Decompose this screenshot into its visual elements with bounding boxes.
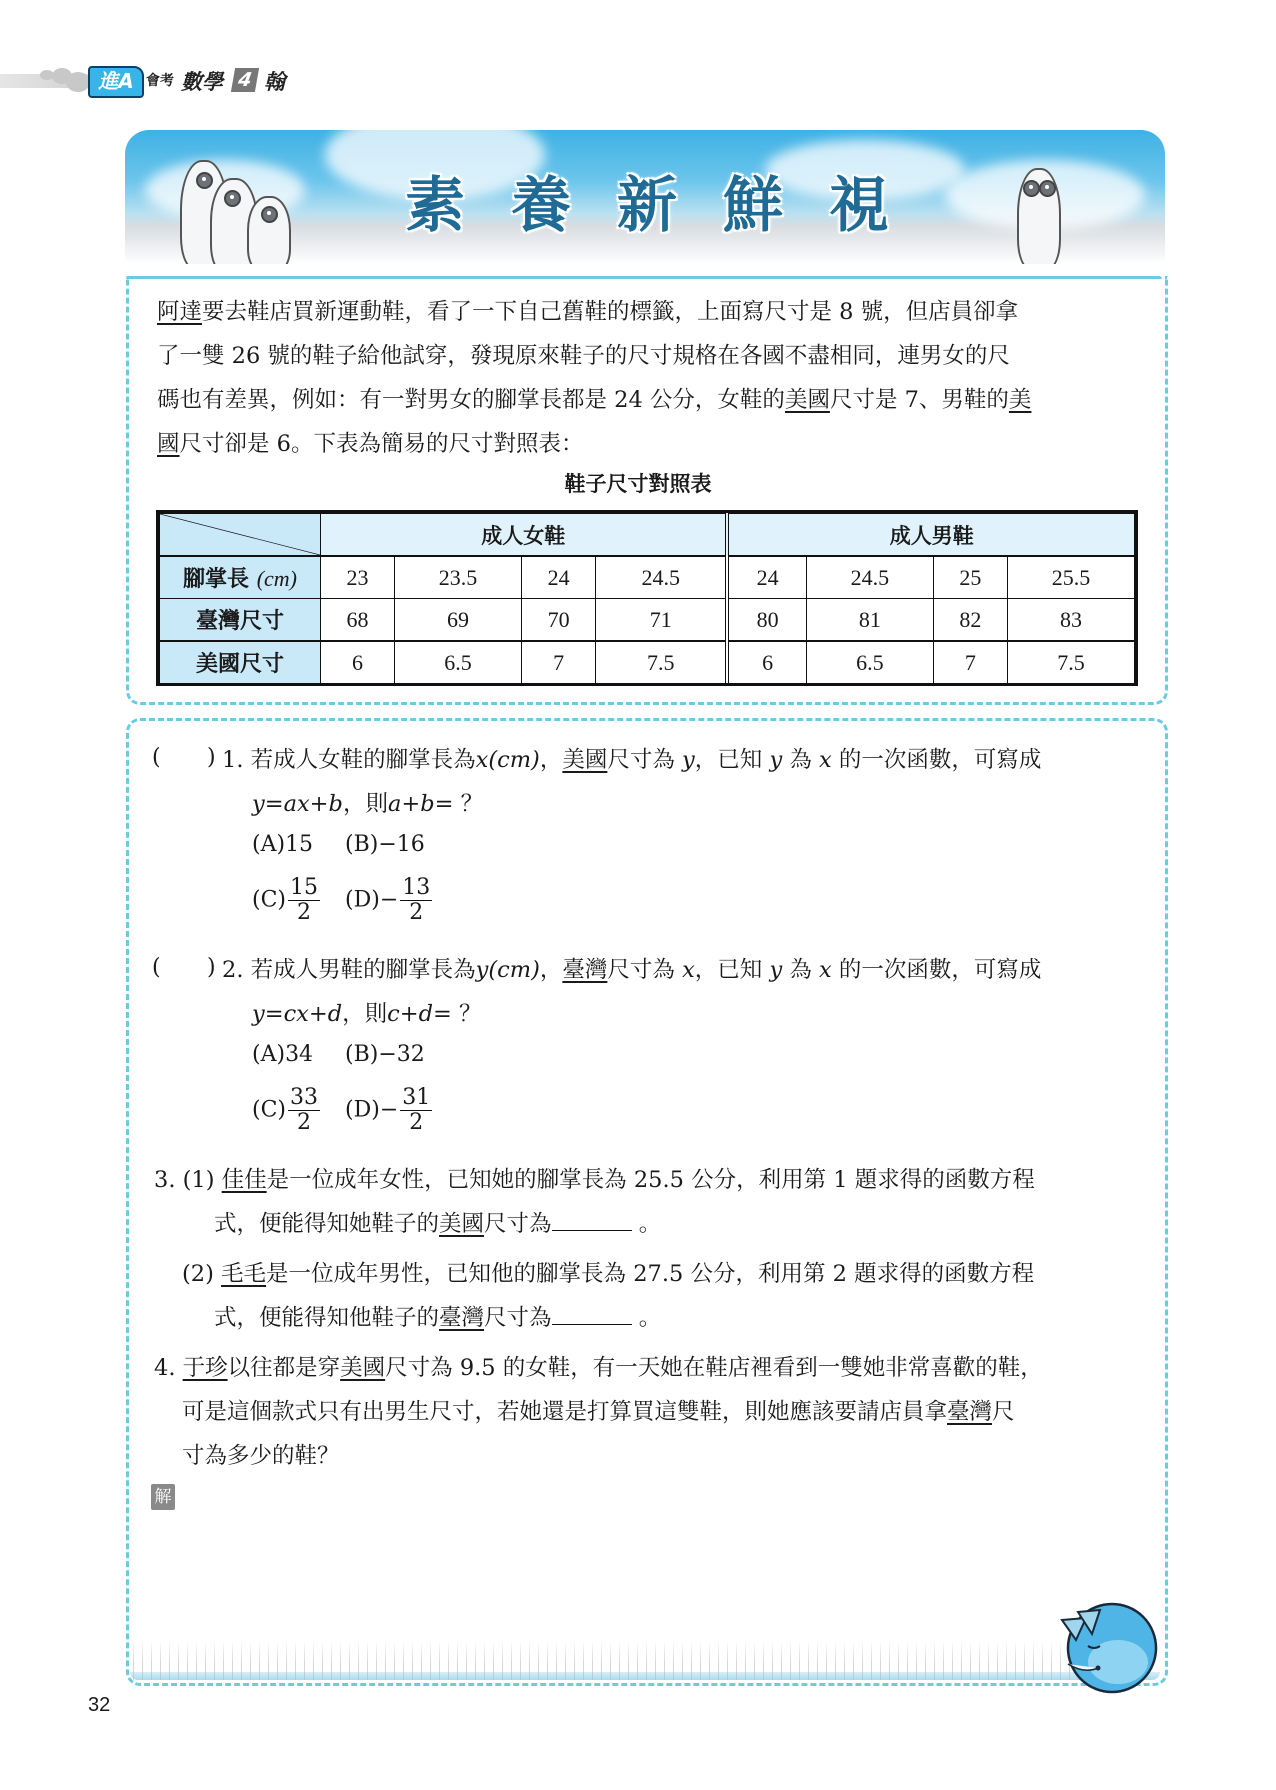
math-var: x — [682, 957, 695, 983]
volume-badge: 4 — [231, 68, 259, 92]
meerkat-eye — [196, 172, 213, 189]
option-value: 34 — [285, 1042, 314, 1067]
table-cell: 6 — [321, 641, 395, 684]
fraction — [288, 876, 320, 925]
option-b[interactable] — [345, 832, 425, 857]
table-cell: 25 — [933, 556, 1007, 599]
group-header-women: 成人女鞋 — [321, 514, 728, 557]
book-header — [0, 66, 420, 96]
table-cell: 24.5 — [806, 556, 933, 599]
expression: c+d — [387, 1001, 433, 1027]
table-cell: 23 — [321, 556, 395, 599]
option-value: 15 — [285, 832, 314, 857]
table-cell: 83 — [1007, 599, 1134, 642]
answer-paren-open: ( — [152, 955, 161, 980]
intro-line — [157, 422, 583, 466]
question-text-line — [252, 782, 483, 826]
text: ，則 — [342, 791, 388, 817]
numerator: 33 — [290, 1085, 318, 1110]
table-cell: 80 — [727, 599, 806, 642]
option-c[interactable] — [252, 1086, 322, 1135]
shoe-size-table — [156, 510, 1138, 686]
text: 尺寸為 9.5 的女鞋，有一天她在鞋店裡看到一雙她非常喜歡的鞋， — [385, 1355, 1043, 1381]
table-corner-cell — [160, 514, 321, 557]
table-cell: 23.5 — [395, 556, 522, 599]
text: 是一位成年男性，已知他的腳掌長為 27.5 公分，利用第 2 題求得的函數方程 — [266, 1261, 1035, 1287]
numerator: 31 — [402, 1085, 431, 1110]
question-number: 3. — [154, 1167, 176, 1193]
option-label: (D) — [345, 1097, 380, 1123]
table-cell: 25.5 — [1007, 556, 1134, 599]
text: 。 — [638, 1211, 662, 1237]
text: 式，便能得知他鞋子的 — [214, 1305, 440, 1331]
option-b[interactable] — [345, 1042, 425, 1067]
answer-blank[interactable] — [180, 745, 210, 775]
option-d[interactable] — [345, 1086, 434, 1135]
intro-line — [157, 290, 1018, 334]
text: = ？ — [433, 1001, 482, 1027]
option-value: −16 — [378, 832, 425, 857]
option-label: (D) — [345, 887, 380, 913]
section-banner — [125, 130, 1165, 264]
row-header-label: 腳掌長 — [183, 567, 250, 592]
question-number: 1. — [222, 747, 244, 773]
question-text-line — [214, 1202, 661, 1246]
subject-title: 數學 — [181, 70, 223, 94]
fraction — [288, 1086, 320, 1135]
numerator: 13 — [402, 875, 431, 900]
fill-in-blank[interactable] — [552, 1208, 632, 1231]
text: 的一次函數，可寫成 — [838, 957, 1042, 983]
grass-decor — [130, 1640, 1130, 1680]
page-number: 32 — [88, 1694, 111, 1716]
question-text-line — [182, 1390, 1015, 1434]
meerkat-eye — [261, 206, 278, 223]
table-cell: 6.5 — [395, 641, 522, 684]
table-caption: 鞋子尺寸對照表 — [564, 472, 712, 496]
denominator: 2 — [409, 1110, 424, 1135]
expression: a+b — [387, 791, 435, 817]
text: 尺 — [992, 1399, 1015, 1425]
option-label: (B) — [345, 1042, 379, 1067]
table-row — [160, 641, 1135, 684]
intro-line — [157, 334, 1010, 378]
series-name: 翰 — [264, 70, 285, 94]
text: 式，便能得知她鞋子的 — [214, 1211, 440, 1237]
header-decor-dot — [66, 72, 90, 92]
text: 尺寸為 — [607, 957, 675, 983]
option-label: (C) — [252, 887, 286, 913]
answer-blank[interactable] — [180, 955, 210, 985]
table-cell: 24.5 — [596, 556, 728, 599]
text: 為 — [789, 957, 812, 983]
underlined-term: 美國 — [562, 747, 608, 773]
underlined-term: 臺灣 — [947, 1399, 993, 1425]
text-segment: 碼也有差異，例如：有一對男女的腳掌長都是 24 公分，女鞋的 — [157, 387, 785, 413]
table-row — [160, 599, 1135, 642]
underlined-term: 美國 — [439, 1211, 485, 1237]
table-cell: 6 — [727, 641, 806, 684]
question-text-line — [182, 1434, 340, 1478]
text-segment: 了一雙 26 號的鞋子給他試穿，發現原來鞋子的尺寸規格在各國不盡相同，連男女的尺 — [157, 343, 1010, 369]
table-cell: 68 — [321, 599, 395, 642]
unit-label: cm — [264, 566, 290, 591]
text: 是一位成年女性，已知她的腳掌長為 25.5 公分，利用第 1 題求得的函數方程 — [266, 1167, 1035, 1193]
brand-name: 會考 — [146, 73, 174, 89]
underlined-term: 美國 — [340, 1355, 386, 1381]
fraction — [400, 876, 432, 925]
text: ，已知 — [694, 957, 763, 983]
row-header: 腳掌長 (cm) — [160, 556, 321, 599]
text: 寸為多少的鞋？ — [182, 1443, 340, 1469]
math-var: x — [818, 747, 832, 773]
text: ，則 — [342, 1001, 388, 1027]
question-text-line — [252, 992, 482, 1036]
text-segment: 尺寸卻是 6。下表為簡易的尺寸對照表： — [179, 431, 584, 457]
text: 尺寸為 — [484, 1305, 552, 1331]
question-text-line — [182, 1252, 1034, 1296]
text: 尺寸為 — [484, 1211, 552, 1237]
text: 可是這個款式只有出男生尺寸，若她還是打算買這雙鞋，則她應該要請店員拿 — [182, 1399, 948, 1425]
person-name: 毛毛 — [221, 1261, 267, 1287]
sub-question-label: (1) — [182, 1167, 215, 1193]
text: ，已知 — [694, 747, 763, 773]
fill-in-blank[interactable] — [552, 1302, 632, 1325]
table-cell: 69 — [395, 599, 522, 642]
unit: (cm) — [488, 957, 540, 983]
text: = ？ — [434, 791, 484, 817]
question-text-line — [214, 1296, 661, 1340]
option-sign: − — [379, 1097, 399, 1123]
sub-question-label: (2) — [182, 1261, 214, 1287]
text: ， — [539, 957, 563, 983]
math-var: x — [475, 747, 489, 773]
meerkat-eye — [1023, 180, 1040, 197]
text-segment: 要去鞋店買新運動鞋，看了一下自己舊鞋的標籤，上面寫尺寸是 8 號，但店員卻拿 — [202, 299, 1019, 325]
question-text-line — [222, 738, 1041, 782]
meerkat-eye — [224, 190, 241, 207]
text: 若成人女鞋的腳掌長為 — [250, 747, 476, 773]
intro-line — [157, 378, 1031, 422]
text: 的一次函數，可寫成 — [838, 747, 1042, 773]
meerkat-illustration — [247, 196, 291, 264]
text: 。 — [638, 1305, 662, 1331]
answer-paren-close: ) — [207, 955, 216, 980]
option-label: (A) — [252, 1042, 286, 1067]
fraction — [400, 1086, 432, 1135]
equation: y=cx+d — [252, 1001, 343, 1027]
option-sign: − — [379, 887, 399, 913]
math-var: y — [475, 957, 489, 983]
option-value: −32 — [378, 1042, 425, 1067]
sleeping-fox-illustration — [1048, 1590, 1160, 1694]
table-cell: 71 — [596, 599, 728, 642]
question-number: 4. — [154, 1355, 176, 1381]
underlined-term: 國 — [157, 431, 180, 457]
row-header: 臺灣尺寸 — [160, 599, 321, 642]
option-label: (C) — [252, 1097, 286, 1123]
question-text-line — [154, 1158, 1035, 1202]
table-cell: 81 — [806, 599, 933, 642]
underlined-term: 美國 — [784, 387, 830, 413]
person-name: 佳佳 — [221, 1167, 267, 1193]
brand-logo: 進A — [88, 66, 144, 98]
text: 為 — [789, 747, 812, 773]
question-text-line — [222, 948, 1041, 992]
group-header-men: 成人男鞋 — [727, 514, 1134, 557]
table-cell: 24 — [727, 556, 806, 599]
row-header: 美國尺寸 — [160, 641, 321, 684]
text-segment: 尺寸是 7、男鞋的 — [829, 387, 1009, 413]
table-cell: 7.5 — [1007, 641, 1134, 684]
text: 尺寸為 — [607, 747, 675, 773]
math-var: y — [769, 957, 783, 983]
denominator: 2 — [297, 900, 311, 925]
table-cell: 24 — [522, 556, 596, 599]
table-cell: 7 — [933, 641, 1007, 684]
text: 以往都是穿 — [227, 1355, 341, 1381]
table-row — [160, 556, 1135, 599]
underlined-term: 美 — [1008, 387, 1032, 413]
text: 若成人男鞋的腳掌長為 — [250, 957, 476, 983]
question-number: 2. — [222, 957, 244, 983]
option-label: (B) — [345, 832, 379, 857]
equation: y=ax+b — [252, 791, 343, 817]
denominator: 2 — [409, 900, 424, 925]
math-var: x — [818, 957, 832, 983]
text: ， — [539, 747, 563, 773]
math-var: y — [769, 747, 783, 773]
meerkat-eye — [1039, 180, 1056, 197]
table-cell: 7 — [522, 641, 596, 684]
answer-paren-close: ) — [207, 745, 216, 770]
option-c[interactable] — [252, 876, 322, 925]
underlined-term: 臺灣 — [562, 957, 608, 983]
denominator: 2 — [297, 1110, 311, 1135]
table-cell: 6.5 — [806, 641, 933, 684]
option-d[interactable] — [345, 876, 434, 925]
option-label: (A) — [252, 832, 286, 857]
question-text-line — [154, 1346, 1043, 1390]
solution-label: 解 — [151, 1484, 175, 1510]
option-a[interactable] — [252, 832, 313, 857]
person-name: 于珍 — [182, 1355, 228, 1381]
unit: (cm) — [488, 747, 540, 773]
banner-title: 素養新鮮視 — [405, 171, 935, 241]
table-cell: 82 — [933, 599, 1007, 642]
option-a[interactable] — [252, 1042, 313, 1067]
table-cell: 7.5 — [596, 641, 728, 684]
math-var: y — [682, 747, 695, 773]
answer-paren-open: ( — [152, 745, 161, 770]
underlined-term: 臺灣 — [439, 1305, 485, 1331]
numerator: 15 — [290, 875, 318, 900]
meerkat-illustration — [1017, 168, 1061, 264]
diagonal-line — [160, 514, 320, 555]
underlined-term: 阿達 — [157, 299, 203, 325]
table-cell: 70 — [522, 599, 596, 642]
